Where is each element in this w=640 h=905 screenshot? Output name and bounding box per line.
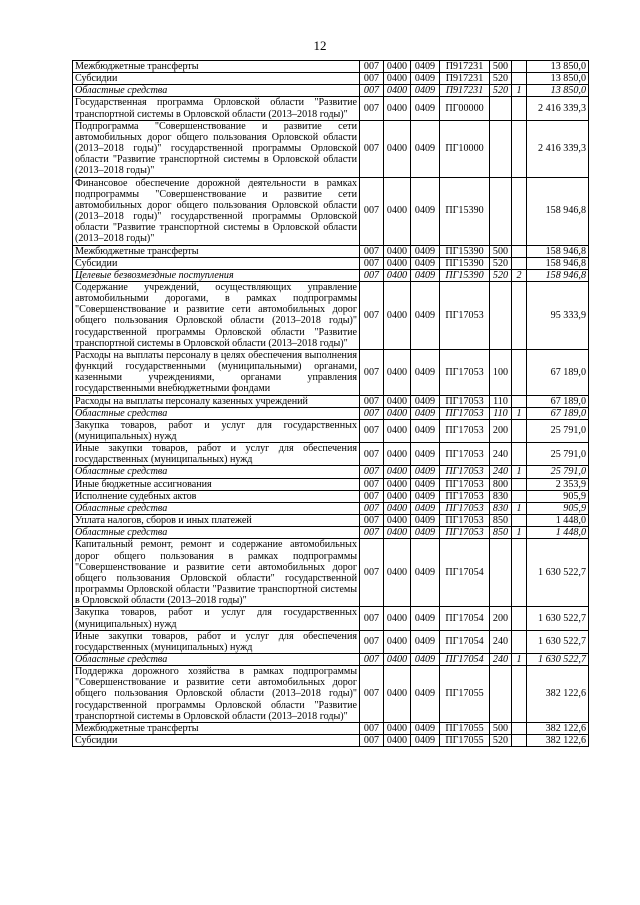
ministry-code-cell: 007	[360, 490, 384, 502]
funding-source-cell: 1	[512, 466, 527, 478]
ministry-code-cell: 007	[360, 245, 384, 257]
table-row	[73, 490, 589, 502]
ministry-code-cell: 007	[360, 407, 384, 419]
expense-name-cell: Субсидии	[73, 73, 360, 85]
subsection-code-cell: 0409	[411, 269, 440, 281]
funding-source-cell	[512, 61, 527, 73]
table-row	[73, 257, 589, 269]
funding-source-cell	[512, 607, 527, 630]
section-code-cell: 0400	[384, 666, 411, 723]
subsection-code-cell: 0409	[411, 539, 440, 607]
table-row	[73, 527, 589, 539]
amount-cell: 2 416 339,3	[527, 97, 589, 120]
table-row	[73, 443, 589, 466]
expense-type-cell: 520	[490, 257, 512, 269]
expense-type-cell: 240	[490, 466, 512, 478]
section-code-cell: 0400	[384, 395, 411, 407]
ministry-code-cell: 007	[360, 466, 384, 478]
subsection-code-cell: 0409	[411, 478, 440, 490]
subsection-code-cell: 0409	[411, 395, 440, 407]
expense-name-cell: Субсидии	[73, 735, 360, 747]
funding-source-cell	[512, 120, 527, 177]
table-row	[73, 722, 589, 734]
expense-name-cell: Областные средства	[73, 527, 360, 539]
section-code-cell: 0400	[384, 177, 411, 245]
table-row	[73, 281, 589, 349]
amount-cell: 1 630 522,7	[527, 539, 589, 607]
page-number: 12	[313, 38, 327, 53]
subsection-code-cell: 0409	[411, 177, 440, 245]
target-article-cell: ПГ17053	[440, 502, 490, 514]
table-row	[73, 97, 589, 120]
section-code-cell: 0400	[384, 73, 411, 85]
expense-name-cell: Поддержка дорожного хозяйства в рамках подпрограммы "Совершенствование и развитие сети автомобильных дорог общего пользования Орловской области (2013–2018 годы)" государственной программы Орловской области "Развитие транспортной системы в Орловской области (2013–2018 годы)"	[73, 666, 360, 723]
subsection-code-cell: 0409	[411, 245, 440, 257]
section-code-cell: 0400	[384, 515, 411, 527]
expense-type-cell: 830	[490, 490, 512, 502]
subsection-code-cell: 0409	[411, 85, 440, 97]
ministry-code-cell: 007	[360, 120, 384, 177]
funding-source-cell: 1	[512, 85, 527, 97]
subsection-code-cell: 0409	[411, 722, 440, 734]
table-row	[73, 630, 589, 653]
amount-cell: 25 791,0	[527, 466, 589, 478]
target-article-cell: ПГ17054	[440, 630, 490, 653]
subsection-code-cell: 0409	[411, 527, 440, 539]
target-article-cell: ПГ17053	[440, 407, 490, 419]
funding-source-cell: 1	[512, 407, 527, 419]
expense-type-cell: 200	[490, 607, 512, 630]
subsection-code-cell: 0409	[411, 630, 440, 653]
subsection-code-cell: 0409	[411, 419, 440, 442]
expense-name-cell: Финансовое обеспечение дорожной деятельности в рамках подпрограммы "Совершенствование и развитие сети автомобильных дорог общего пользования Орловской области (2013–2018 годы)" государственной программы Орловской области "Развитие транспортной системы в Орловской области (2013–2018 годы)"	[73, 177, 360, 245]
amount-cell: 1 630 522,7	[527, 653, 589, 665]
expense-name-cell: Областные средства	[73, 407, 360, 419]
expense-name-cell: Подпрограмма "Совершенствование и развитие сети автомобильных дорог общего пользования Орловской области (2013–2018 годы)" государственной программы Орловской области "Развитие транспортной системы в Орловской области (2013–2018 годы)"	[73, 120, 360, 177]
table-row	[73, 515, 589, 527]
section-code-cell: 0400	[384, 120, 411, 177]
section-code-cell: 0400	[384, 527, 411, 539]
expense-type-cell: 110	[490, 395, 512, 407]
subsection-code-cell: 0409	[411, 502, 440, 514]
amount-cell: 158 946,8	[527, 245, 589, 257]
funding-source-cell	[512, 349, 527, 395]
expense-type-cell: 240	[490, 653, 512, 665]
subsection-code-cell: 0409	[411, 466, 440, 478]
table-row	[73, 269, 589, 281]
section-code-cell: 0400	[384, 61, 411, 73]
amount-cell: 382 122,6	[527, 722, 589, 734]
target-article-cell: ПГ15390	[440, 257, 490, 269]
subsection-code-cell: 0409	[411, 97, 440, 120]
amount-cell: 1 630 522,7	[527, 630, 589, 653]
target-article-cell: П917231	[440, 61, 490, 73]
funding-source-cell	[512, 630, 527, 653]
subsection-code-cell: 0409	[411, 607, 440, 630]
table-row	[73, 539, 589, 607]
expense-type-cell: 500	[490, 722, 512, 734]
ministry-code-cell: 007	[360, 61, 384, 73]
funding-source-cell: 1	[512, 527, 527, 539]
funding-source-cell	[512, 97, 527, 120]
expense-name-cell: Целевые безвозмездные поступления	[73, 269, 360, 281]
target-article-cell: ПГ15390	[440, 269, 490, 281]
funding-source-cell	[512, 478, 527, 490]
section-code-cell: 0400	[384, 539, 411, 607]
expense-name-cell: Областные средства	[73, 502, 360, 514]
section-code-cell: 0400	[384, 97, 411, 120]
target-article-cell: ПГ17053	[440, 419, 490, 442]
target-article-cell: ПГ17053	[440, 395, 490, 407]
expense-name-cell: Межбюджетные трансферты	[73, 722, 360, 734]
expense-type-cell	[490, 177, 512, 245]
ministry-code-cell: 007	[360, 73, 384, 85]
amount-cell: 905,9	[527, 490, 589, 502]
ministry-code-cell: 007	[360, 653, 384, 665]
section-code-cell: 0400	[384, 607, 411, 630]
section-code-cell: 0400	[384, 443, 411, 466]
expense-type-cell: 500	[490, 245, 512, 257]
subsection-code-cell: 0409	[411, 515, 440, 527]
ministry-code-cell: 007	[360, 630, 384, 653]
amount-cell: 1 630 522,7	[527, 607, 589, 630]
expense-type-cell: 110	[490, 407, 512, 419]
expense-name-cell: Уплата налогов, сборов и иных платежей	[73, 515, 360, 527]
table-row	[73, 478, 589, 490]
table-row	[73, 419, 589, 442]
target-article-cell: ПГ17055	[440, 722, 490, 734]
expense-type-cell: 520	[490, 269, 512, 281]
table-row	[73, 245, 589, 257]
subsection-code-cell: 0409	[411, 257, 440, 269]
funding-source-cell	[512, 443, 527, 466]
target-article-cell: ПГ17053	[440, 490, 490, 502]
section-code-cell: 0400	[384, 502, 411, 514]
subsection-code-cell: 0409	[411, 443, 440, 466]
funding-source-cell	[512, 490, 527, 502]
target-article-cell: ПГ17055	[440, 666, 490, 723]
expense-name-cell: Иные закупки товаров, работ и услуг для обеспечения государственных (муниципальных) нужд	[73, 630, 360, 653]
funding-source-cell	[512, 245, 527, 257]
target-article-cell: П917231	[440, 85, 490, 97]
amount-cell: 158 946,8	[527, 257, 589, 269]
section-code-cell: 0400	[384, 490, 411, 502]
target-article-cell: ПГ10000	[440, 120, 490, 177]
ministry-code-cell: 007	[360, 257, 384, 269]
table-row	[73, 407, 589, 419]
amount-cell: 67 189,0	[527, 407, 589, 419]
ministry-code-cell: 007	[360, 722, 384, 734]
amount-cell: 1 448,0	[527, 527, 589, 539]
funding-source-cell	[512, 666, 527, 723]
amount-cell: 382 122,6	[527, 735, 589, 747]
funding-source-cell	[512, 735, 527, 747]
ministry-code-cell: 007	[360, 502, 384, 514]
expense-name-cell: Межбюджетные трансферты	[73, 245, 360, 257]
funding-source-cell	[512, 419, 527, 442]
ministry-code-cell: 007	[360, 85, 384, 97]
expense-type-cell: 800	[490, 478, 512, 490]
expense-type-cell: 850	[490, 515, 512, 527]
target-article-cell: ПГ17054	[440, 607, 490, 630]
funding-source-cell	[512, 257, 527, 269]
expense-name-cell: Закупка товаров, работ и услуг для государственных (муниципальных) нужд	[73, 607, 360, 630]
table-row	[73, 85, 589, 97]
amount-cell: 67 189,0	[527, 349, 589, 395]
table-row	[73, 607, 589, 630]
subsection-code-cell: 0409	[411, 120, 440, 177]
funding-source-cell	[512, 395, 527, 407]
expense-name-cell: Областные средства	[73, 466, 360, 478]
target-article-cell: ПГ15390	[440, 245, 490, 257]
funding-source-cell	[512, 539, 527, 607]
target-article-cell: ПГ17054	[440, 653, 490, 665]
funding-source-cell: 1	[512, 653, 527, 665]
expense-name-cell: Областные средства	[73, 85, 360, 97]
expense-name-cell: Расходы на выплаты персоналу в целях обеспечения выполнения функций государственными (муниципальными) органами, казенными учреждениями, органами управления государственными внебюджетными фондами	[73, 349, 360, 395]
subsection-code-cell: 0409	[411, 281, 440, 349]
amount-cell: 95 333,9	[527, 281, 589, 349]
expense-name-cell: Областные средства	[73, 653, 360, 665]
table-row	[73, 735, 589, 747]
amount-cell: 1 448,0	[527, 515, 589, 527]
expense-type-cell	[490, 281, 512, 349]
ministry-code-cell: 007	[360, 666, 384, 723]
funding-source-cell	[512, 73, 527, 85]
ministry-code-cell: 007	[360, 269, 384, 281]
ministry-code-cell: 007	[360, 97, 384, 120]
funding-source-cell	[512, 281, 527, 349]
amount-cell: 13 850,0	[527, 61, 589, 73]
amount-cell: 25 791,0	[527, 419, 589, 442]
expense-name-cell: Межбюджетные трансферты	[73, 61, 360, 73]
subsection-code-cell: 0409	[411, 349, 440, 395]
target-article-cell: ПГ17053	[440, 466, 490, 478]
target-article-cell: ПГ17053	[440, 443, 490, 466]
expense-type-cell: 520	[490, 735, 512, 747]
section-code-cell: 0400	[384, 407, 411, 419]
section-code-cell: 0400	[384, 245, 411, 257]
table-row	[73, 73, 589, 85]
subsection-code-cell: 0409	[411, 490, 440, 502]
ministry-code-cell: 007	[360, 478, 384, 490]
expense-type-cell	[490, 539, 512, 607]
target-article-cell: ПГ15390	[440, 177, 490, 245]
ministry-code-cell: 007	[360, 735, 384, 747]
ministry-code-cell: 007	[360, 607, 384, 630]
section-code-cell: 0400	[384, 653, 411, 665]
section-code-cell: 0400	[384, 735, 411, 747]
ministry-code-cell: 007	[360, 539, 384, 607]
expense-type-cell: 520	[490, 73, 512, 85]
expense-type-cell: 240	[490, 443, 512, 466]
amount-cell: 382 122,6	[527, 666, 589, 723]
budget-table-body	[73, 61, 589, 747]
funding-source-cell	[512, 177, 527, 245]
table-row	[73, 502, 589, 514]
section-code-cell: 0400	[384, 722, 411, 734]
table-row	[73, 177, 589, 245]
amount-cell: 158 946,8	[527, 269, 589, 281]
expense-type-cell: 200	[490, 419, 512, 442]
target-article-cell: ПГ17053	[440, 478, 490, 490]
target-article-cell: ПГ17053	[440, 281, 490, 349]
amount-cell: 905,9	[527, 502, 589, 514]
subsection-code-cell: 0409	[411, 735, 440, 747]
table-row	[73, 666, 589, 723]
section-code-cell: 0400	[384, 257, 411, 269]
expense-name-cell: Иные бюджетные ассигнования	[73, 478, 360, 490]
expense-type-cell	[490, 666, 512, 723]
amount-cell: 25 791,0	[527, 443, 589, 466]
table-row	[73, 466, 589, 478]
section-code-cell: 0400	[384, 419, 411, 442]
expense-name-cell: Государственная программа Орловской области "Развитие транспортной системы в Орловской области (2013–2018 годы)"	[73, 97, 360, 120]
target-article-cell: ПГ17054	[440, 539, 490, 607]
table-row	[73, 120, 589, 177]
expense-type-cell: 830	[490, 502, 512, 514]
section-code-cell: 0400	[384, 466, 411, 478]
target-article-cell: ПГ00000	[440, 97, 490, 120]
section-code-cell: 0400	[384, 630, 411, 653]
subsection-code-cell: 0409	[411, 653, 440, 665]
target-article-cell: ПГ17053	[440, 515, 490, 527]
funding-source-cell: 1	[512, 502, 527, 514]
amount-cell: 2 353,9	[527, 478, 589, 490]
amount-cell: 2 416 339,3	[527, 120, 589, 177]
expense-type-cell: 100	[490, 349, 512, 395]
subsection-code-cell: 0409	[411, 73, 440, 85]
expense-name-cell: Расходы на выплаты персоналу казенных учреждений	[73, 395, 360, 407]
ministry-code-cell: 007	[360, 349, 384, 395]
funding-source-cell	[512, 515, 527, 527]
expense-type-cell: 240	[490, 630, 512, 653]
amount-cell: 67 189,0	[527, 395, 589, 407]
target-article-cell: П917231	[440, 73, 490, 85]
funding-source-cell: 2	[512, 269, 527, 281]
funding-source-cell	[512, 722, 527, 734]
table-row	[73, 61, 589, 73]
expense-name-cell: Субсидии	[73, 257, 360, 269]
section-code-cell: 0400	[384, 281, 411, 349]
target-article-cell: ПГ17053	[440, 349, 490, 395]
expense-name-cell: Иные закупки товаров, работ и услуг для обеспечения государственных (муниципальных) нужд	[73, 443, 360, 466]
expense-name-cell: Капитальный ремонт, ремонт и содержание автомобильных дорог общего пользования в рамках подпрограммы "Совершенствование и развитие сети автомобильных дорог общего пользования Орловской области" государственной программы Орловской области "Развитие транспортной системы в Орловской области (2013–2018 годы)"	[73, 539, 360, 607]
ministry-code-cell: 007	[360, 395, 384, 407]
expense-name-cell: Содержание учреждений, осуществляющих управление автомобильными дорогами, в рамках подпрограммы "Совершенствование и развитие сети автомобильных дорог общего пользования Орловской области (2013–2018 годы)" государственной программы Орловской области "Развитие транспортной системы в Орловской области (2013–2018 годы)"	[73, 281, 360, 349]
amount-cell: 13 850,0	[527, 73, 589, 85]
amount-cell: 13 850,0	[527, 85, 589, 97]
section-code-cell: 0400	[384, 478, 411, 490]
table-row	[73, 653, 589, 665]
target-article-cell: ПГ17053	[440, 527, 490, 539]
ministry-code-cell: 007	[360, 443, 384, 466]
target-article-cell: ПГ17055	[440, 735, 490, 747]
expense-type-cell	[490, 120, 512, 177]
table-row	[73, 395, 589, 407]
expense-name-cell: Исполнение судебных актов	[73, 490, 360, 502]
expense-type-cell	[490, 97, 512, 120]
amount-cell: 158 946,8	[527, 177, 589, 245]
expense-type-cell: 850	[490, 527, 512, 539]
expense-type-cell: 520	[490, 85, 512, 97]
ministry-code-cell: 007	[360, 281, 384, 349]
subsection-code-cell: 0409	[411, 61, 440, 73]
table-row	[73, 349, 589, 395]
subsection-code-cell: 0409	[411, 407, 440, 419]
ministry-code-cell: 007	[360, 419, 384, 442]
ministry-code-cell: 007	[360, 515, 384, 527]
section-code-cell: 0400	[384, 349, 411, 395]
expense-type-cell: 500	[490, 61, 512, 73]
section-code-cell: 0400	[384, 269, 411, 281]
budget-table	[72, 60, 589, 747]
section-code-cell: 0400	[384, 85, 411, 97]
ministry-code-cell: 007	[360, 527, 384, 539]
subsection-code-cell: 0409	[411, 666, 440, 723]
ministry-code-cell: 007	[360, 177, 384, 245]
expense-name-cell: Закупка товаров, работ и услуг для государственных (муниципальных) нужд	[73, 419, 360, 442]
